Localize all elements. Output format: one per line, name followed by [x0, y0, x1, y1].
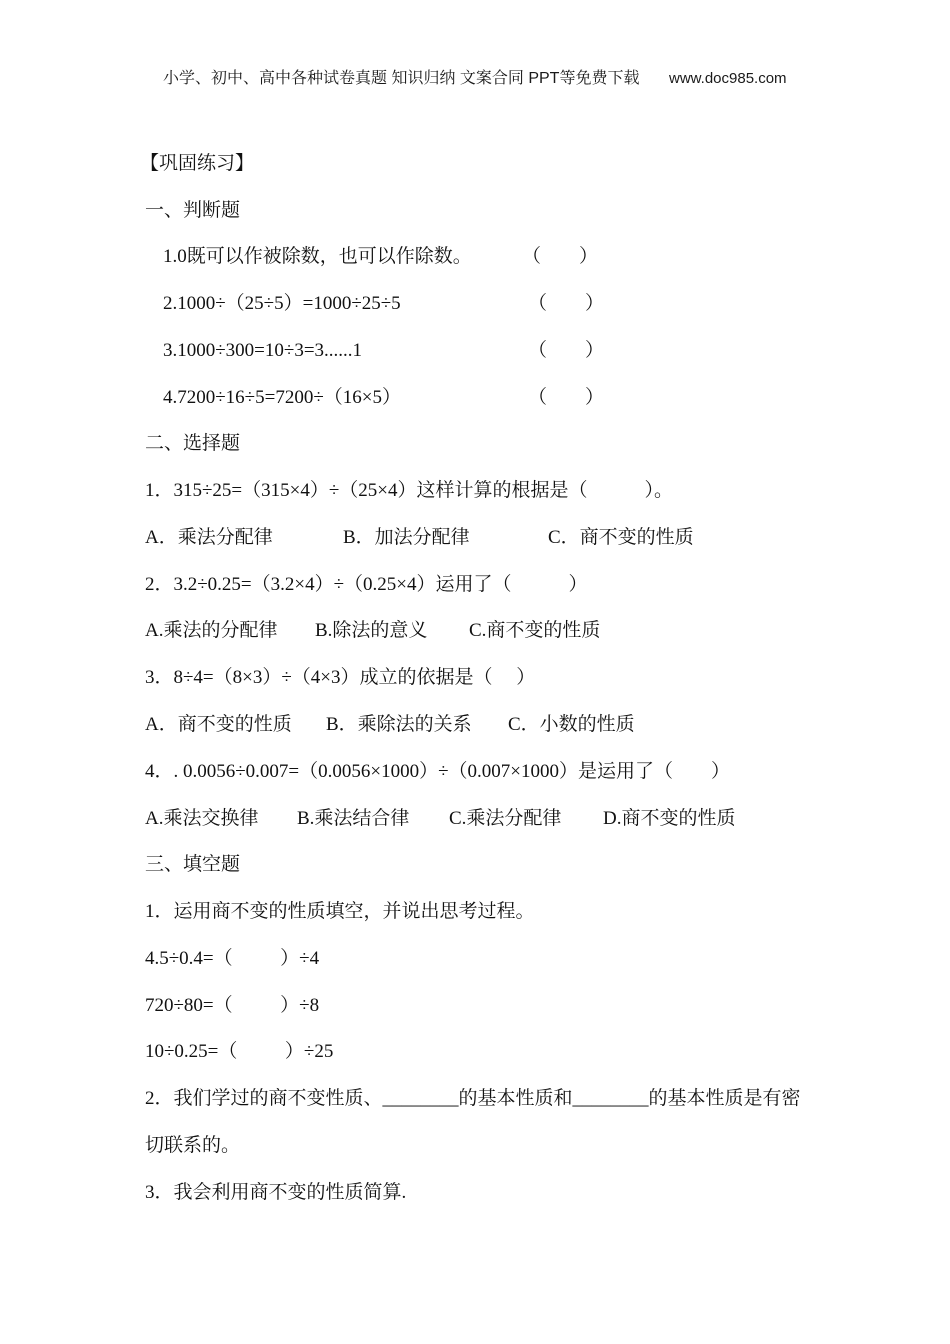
choice-4-option-b: B.乘法结合律 — [297, 808, 410, 829]
choice-3-option-b: B．乘除法的关系 — [326, 714, 472, 735]
header-site-url: www.doc985.com — [669, 70, 787, 87]
fill-1-line-c: 10÷0.25=（ ）÷25 — [145, 1041, 334, 1062]
fill-question-2-line-1: 2．我们学过的商不变性质、________的基本性质和________的基本性质是有密 — [145, 1088, 801, 1109]
header-text: 小学、初中、高中各种试卷真题 知识归纳 文案合同 PPT等免费下载 — [163, 70, 640, 87]
choice-question-4: 4．. 0.0056÷0.007=（0.0056×1000）÷（0.007×1000）是运用了（ ） — [145, 761, 731, 782]
judgment-item-2: 2.1000÷（25÷5）=1000÷25÷5 — [163, 293, 401, 314]
judgment-heading: 一、判断题 — [145, 200, 241, 221]
choice-4-option-a: A.乘法交换律 — [145, 808, 259, 829]
choice-question-3: 3．8÷4=（8×3）÷（4×3）成立的依据是（ ） — [145, 667, 536, 688]
judgment-item-1-blank: （ ） — [522, 246, 599, 267]
exercise-title: 【巩固练习】 — [140, 153, 255, 174]
fill-question-2-line-2: 切联系的。 — [145, 1135, 241, 1156]
choice-1-option-c: C．商不变的性质 — [548, 527, 694, 548]
choice-1-option-b: B．加法分配律 — [343, 527, 470, 548]
choice-3-option-c: C．小数的性质 — [508, 714, 635, 735]
judgment-item-3: 3.1000÷300=10÷3=3......1 — [163, 340, 363, 361]
choice-2-option-c: C.商不变的性质 — [469, 620, 601, 641]
choice-question-2: 2．3.2÷0.25=（3.2×4）÷（0.25×4）运用了（ ） — [145, 574, 588, 595]
choice-4-option-d: D.商不变的性质 — [603, 808, 736, 829]
choice-1-option-a: A．乘法分配律 — [145, 527, 273, 548]
choice-2-option-b: B.除法的意义 — [315, 620, 428, 641]
choice-4-option-c: C.乘法分配律 — [449, 808, 562, 829]
fill-heading: 三、填空题 — [145, 854, 241, 875]
judgment-item-4-blank: （ ） — [528, 387, 605, 408]
fill-question-3: 3．我会利用商不变的性质简算. — [145, 1182, 407, 1203]
fill-1-line-b: 720÷80=（ ）÷8 — [145, 995, 320, 1016]
choice-3-option-a: A．商不变的性质 — [145, 714, 292, 735]
judgment-item-3-blank: （ ） — [528, 340, 605, 361]
fill-1-line-a: 4.5÷0.4=（ ）÷4 — [145, 948, 320, 969]
choice-2-option-a: A.乘法的分配律 — [145, 620, 278, 641]
judgment-item-1: 1.0既可以作被除数，也可以作除数。 — [163, 246, 472, 267]
choice-question-1: 1．315÷25=（315×4）÷（25×4）这样计算的根据是（ ）。 — [145, 480, 674, 501]
choice-heading: 二、选择题 — [145, 433, 241, 454]
fill-question-1: 1．运用商不变的性质填空，并说出思考过程。 — [145, 901, 535, 922]
judgment-item-2-blank: （ ） — [528, 293, 605, 314]
judgment-item-4: 4.7200÷16÷5=7200÷（16×5） — [163, 387, 401, 408]
